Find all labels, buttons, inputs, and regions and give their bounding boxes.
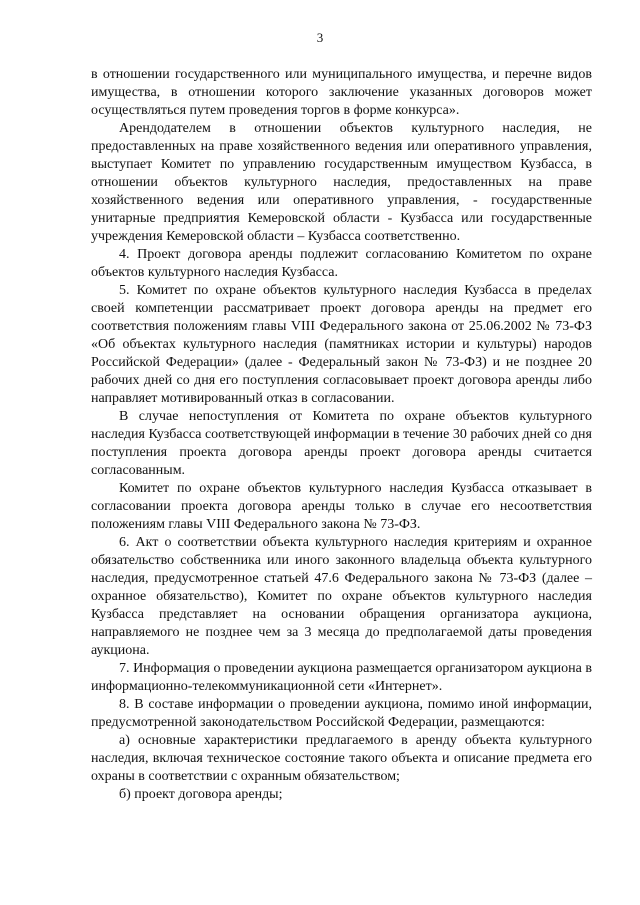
page-number: 3 — [316, 30, 324, 45]
paragraph-item-6: 6. Акт о соответствии объекта культурного наследия критериям и охранное обязательство собственника или иного законного владельца объекта культурного наследия, предусмотренное статьей 47.6 Федерального закона № 73-ФЗ (далее – охранное обязательство), Комитет по охране объектов культурного наследия Кузбасса представляет на основании обращения организатора аукциона, направляемого не позднее чем за 3 месяца до предполагаемой даты проведения аукциона. — [91, 535, 592, 658]
paragraph-item-4: 4. Проект договора аренды подлежит согласованию Комитетом по охране объектов культурного наследия Кузбасса. — [91, 247, 592, 280]
paragraph-subitem-b: б) проект договора аренды; — [119, 787, 283, 802]
paragraph-lessor: Арендодателем в отношении объектов культурного наследия, не предоставленных на праве хозяйственного ведения или оперативного управления, выступает Комитет по управлению государственным имуществом Кузбасса, в отношении объектов культурного наследия, предоставленных на праве хозяйственного ведения или оперативного управления, - государственные унитарные предприятия Кемеровской области - Кузбасса или государственные учреждения Кемеровской области – Кузбасса соответственно. — [91, 121, 592, 244]
paragraph-subitem-a: а) основные характеристики предлагаемого в аренду объекта культурного наследия, включая техническое состояние такого объекта и описание предмета его охраны в соответствии с охранным обязательством; — [91, 733, 592, 784]
paragraph-continuation: в отношении государственного или муниципального имущества, и перечне видов имущества, в отношении которого заключение указанных договоров может осуществляться путем проведения торгов в форме конкурса». — [91, 67, 592, 118]
paragraph-item-8: 8. В составе информации о проведении аукциона, помимо иной информации, предусмотренной законодательством Российской Федерации, размещаются: — [91, 697, 592, 730]
paragraph-item-7: 7. Информация о проведении аукциона размещается организатором аукциона в информационно-телекоммуникационной сети «Интернет». — [91, 661, 592, 694]
paragraph-item-5: 5. Комитет по охране объектов культурного наследия Кузбасса в пределах своей компетенции рассматривает проект договора аренды на предмет его соответствия положениям главы VIII Федерального закона от 25.06.2002 № 73-ФЗ «Об объектах культурного наследия (памятниках истории и культуры) народов Российской Федерации» (далее - Федеральный закон № 73-ФЗ) и не позднее 20 рабочих дней со дня его поступления согласовывает проект договора аренды либо направляет мотивированный отказ в согласовании. — [91, 283, 592, 406]
paragraph-refusal: Комитет по охране объектов культурного наследия Кузбасса отказывает в согласовании проекта договора аренды только в случае его несоответствия положениям главы VIII Федерального закона № 73-ФЗ. — [91, 481, 592, 532]
paragraph-no-response: В случае непоступления от Комитета по охране объектов культурного наследия Кузбасса соответствующей информации в течение 30 рабочих дней со дня поступления проекта договора аренды проект договора аренды считается согласованным. — [91, 409, 592, 478]
document-body — [91, 66, 592, 804]
